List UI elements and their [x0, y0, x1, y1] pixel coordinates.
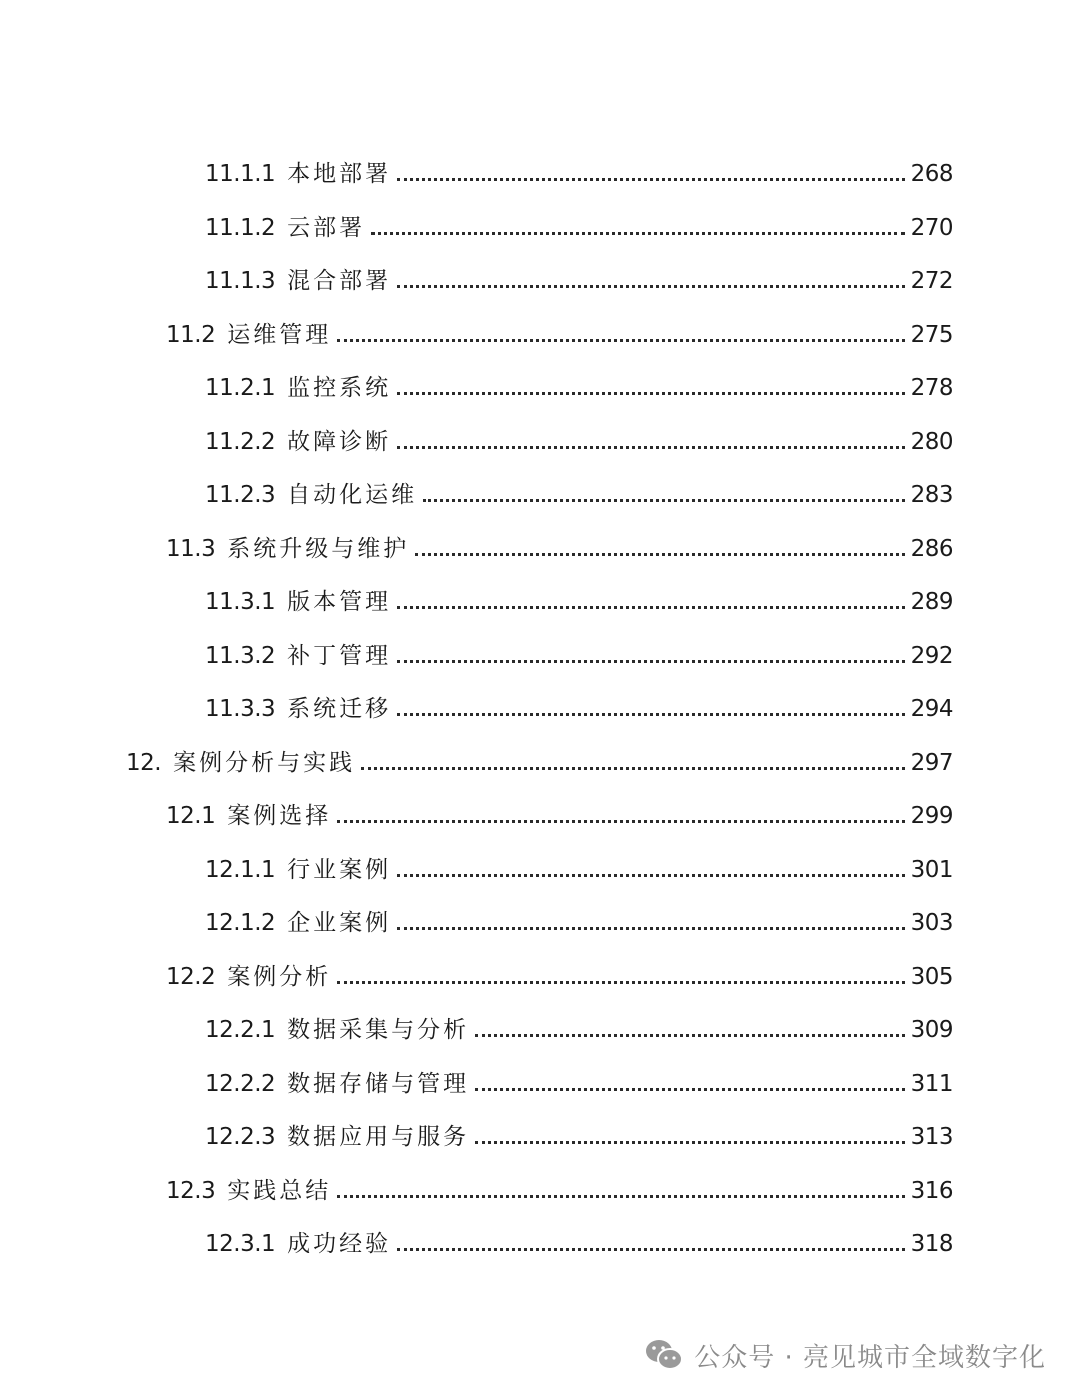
toc-entry-title: 案例分析 [227, 963, 332, 990]
toc-entry[interactable] [0, 790, 1080, 844]
toc-entry-title: 补丁管理 [287, 642, 392, 669]
toc-entry-number: 12. [126, 749, 162, 776]
toc-entry[interactable] [0, 362, 1080, 416]
toc-entry-number: 12.2 [166, 963, 216, 990]
toc-entry[interactable] [0, 1058, 1080, 1112]
toc-entry-number: 11.3.3 [205, 696, 276, 722]
toc-entry[interactable] [0, 897, 1080, 951]
toc-entry-page: 301 [910, 856, 953, 883]
dot-leader [337, 981, 905, 984]
toc-entry-page: 292 [910, 642, 953, 669]
toc-entry-number: 11.3.2 [205, 642, 276, 669]
toc-entry-page: 299 [910, 803, 953, 829]
dot-leader [337, 1195, 905, 1198]
toc-entry-page: 268 [910, 161, 953, 187]
dot-leader [423, 499, 905, 502]
toc-entry-title: 运维管理 [227, 321, 332, 348]
toc-entry[interactable] [0, 1165, 1080, 1219]
watermark-text: 公众号 · 亮见城市全域数字化 [694, 1342, 1046, 1373]
dot-leader [397, 713, 905, 716]
toc-entry-title: 案例分析与实践 [173, 749, 356, 776]
toc-entry-page: 305 [910, 963, 953, 990]
toc-entry[interactable] [0, 1111, 1080, 1165]
toc-entry-title: 案例选择 [227, 803, 332, 829]
toc-entry-page: 270 [910, 214, 953, 241]
toc-entry-title: 企业案例 [287, 910, 392, 936]
toc-entry-number: 12.2.3 [205, 1124, 276, 1150]
toc-entry[interactable] [0, 576, 1080, 630]
toc-entry-page: 283 [910, 482, 953, 508]
toc-entry[interactable] [0, 469, 1080, 523]
wechat-watermark [644, 1335, 1046, 1375]
toc-entry[interactable] [0, 416, 1080, 470]
dot-leader [397, 1248, 905, 1251]
toc-entry-page: 313 [910, 1124, 953, 1150]
toc-entry-title: 数据存储与管理 [287, 1070, 470, 1097]
toc-entry-page: 297 [910, 749, 953, 776]
toc-entry-title: 数据应用与服务 [287, 1124, 470, 1150]
toc-entry-page: 318 [910, 1231, 953, 1257]
toc-entry[interactable] [0, 309, 1080, 363]
toc-entry-title: 版本管理 [287, 589, 392, 615]
toc-entry[interactable] [0, 630, 1080, 684]
dot-leader [361, 767, 905, 770]
toc-entry-number: 12.3 [166, 1177, 216, 1204]
dot-leader [397, 660, 905, 663]
dot-leader [475, 1088, 905, 1091]
dot-leader [397, 927, 905, 930]
dot-leader [397, 874, 905, 877]
toc-entry-title: 本地部署 [287, 161, 392, 187]
toc-entry[interactable] [0, 1218, 1080, 1272]
toc-entry-page: 289 [910, 589, 953, 615]
toc-entry-title: 故障诊断 [287, 428, 392, 455]
dot-leader [337, 820, 905, 823]
toc-entry-title: 混合部署 [287, 268, 392, 294]
toc-entry-page: 316 [910, 1177, 953, 1204]
toc-entry[interactable] [0, 148, 1080, 202]
toc-entry-title: 云部署 [287, 214, 366, 241]
toc-entry-number: 11.1.1 [205, 161, 276, 187]
dot-leader [371, 232, 905, 235]
toc-entry[interactable] [0, 844, 1080, 898]
dot-leader [397, 446, 905, 449]
toc-entry-number: 12.1 [166, 803, 216, 829]
toc-entry[interactable] [0, 737, 1080, 791]
toc-entry[interactable] [0, 202, 1080, 256]
toc-entry-number: 11.2.1 [205, 375, 276, 401]
toc-entry[interactable] [0, 523, 1080, 577]
table-of-contents [0, 148, 1080, 1272]
toc-entry-title: 实践总结 [227, 1177, 332, 1204]
toc-entry-number: 12.2.2 [205, 1070, 276, 1097]
toc-entry-page: 272 [910, 268, 953, 294]
toc-entry-number: 11.3.1 [205, 589, 276, 615]
toc-entry-number: 12.1.1 [205, 856, 276, 883]
toc-entry-title: 系统升级与维护 [227, 535, 410, 562]
toc-entry-number: 11.1.2 [205, 214, 276, 241]
toc-entry-number: 11.2 [166, 321, 216, 348]
toc-entry[interactable] [0, 683, 1080, 737]
dot-leader [397, 285, 905, 288]
toc-entry[interactable] [0, 1004, 1080, 1058]
toc-entry-page: 294 [910, 696, 953, 722]
toc-entry-page: 311 [910, 1070, 953, 1097]
dot-leader [397, 178, 905, 181]
toc-entry-number: 11.2.2 [205, 428, 276, 455]
dot-leader [337, 339, 905, 342]
toc-entry-page: 286 [910, 535, 953, 562]
dot-leader [397, 392, 905, 395]
dot-leader [475, 1034, 905, 1037]
toc-entry-title: 成功经验 [287, 1231, 392, 1257]
toc-entry[interactable] [0, 951, 1080, 1005]
toc-entry-title: 数据采集与分析 [287, 1017, 470, 1043]
toc-entry[interactable] [0, 255, 1080, 309]
toc-entry-title: 行业案例 [287, 856, 392, 883]
toc-entry-title: 监控系统 [287, 375, 392, 401]
toc-entry-number: 11.3 [166, 535, 216, 562]
toc-entry-page: 309 [910, 1017, 953, 1043]
dot-leader [415, 553, 905, 556]
dot-leader [397, 606, 905, 609]
toc-entry-page: 280 [910, 428, 953, 455]
toc-entry-title: 自动化运维 [287, 482, 418, 508]
toc-entry-number: 12.1.2 [205, 910, 276, 936]
toc-entry-number: 12.2.1 [205, 1017, 276, 1043]
toc-entry-number: 12.3.1 [205, 1231, 276, 1257]
toc-entry-title: 系统迁移 [287, 696, 392, 722]
dot-leader [475, 1141, 905, 1144]
toc-entry-page: 278 [910, 375, 953, 401]
toc-entry-page: 303 [910, 910, 953, 936]
toc-entry-number: 11.2.3 [205, 482, 276, 508]
toc-entry-page: 275 [910, 321, 953, 348]
wechat-icon [644, 1338, 684, 1372]
toc-entry-number: 11.1.3 [205, 268, 276, 294]
